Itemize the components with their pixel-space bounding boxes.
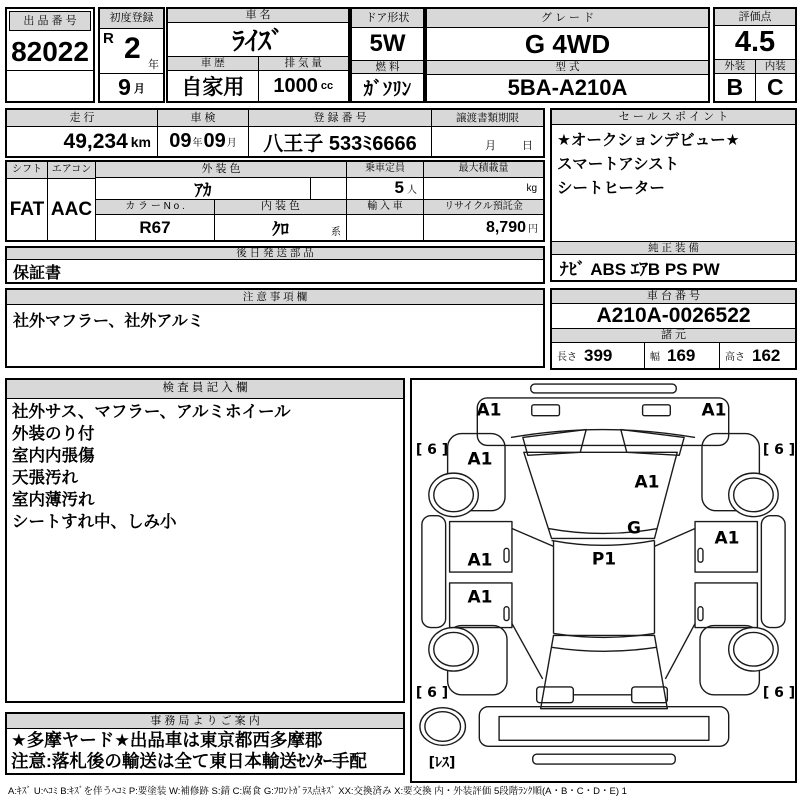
exterior-grade-label: 外装 bbox=[715, 60, 755, 74]
color-no-value: R67 bbox=[96, 215, 215, 240]
score-value: 4.5 bbox=[715, 26, 795, 60]
spec-width-value: 169 bbox=[667, 345, 696, 365]
sales-point-line: シートヒーター bbox=[557, 180, 665, 197]
year-value: 2 bbox=[124, 32, 141, 65]
history-col bbox=[168, 57, 259, 101]
shaken-year-unit: 年 bbox=[192, 138, 203, 149]
payload-label: 最大積載量 bbox=[424, 162, 543, 177]
office-notice-box bbox=[5, 712, 405, 775]
displacement-value-row bbox=[259, 71, 349, 101]
car-diagram bbox=[410, 378, 797, 783]
sales-points-list bbox=[552, 125, 795, 241]
spec-height-cell bbox=[720, 343, 795, 368]
damage-mark-spare-tire: [ﾚｽ] bbox=[428, 755, 456, 771]
transfer-docs-col bbox=[432, 110, 543, 156]
inspector-line: 天張汚れ bbox=[12, 469, 78, 487]
month-unit: 月 bbox=[133, 82, 145, 95]
recycle-value: 8,790 bbox=[485, 218, 526, 236]
capacity-unit: 人 bbox=[407, 184, 417, 196]
import-value bbox=[347, 215, 424, 240]
grade-label: グ レ ー ド bbox=[427, 9, 708, 28]
sales-points-box bbox=[550, 108, 797, 282]
aircon-value: AAC bbox=[50, 198, 93, 220]
damage-mark-tire-front-left: [ 6 ] bbox=[415, 442, 449, 458]
score-label: 評価点 bbox=[715, 9, 795, 26]
interior-grade-value: C bbox=[766, 74, 784, 100]
aircon-col bbox=[48, 162, 96, 240]
first-registration-box bbox=[98, 7, 165, 103]
mileage-value: 49,234 bbox=[63, 129, 128, 153]
door-label: ドア形状 bbox=[352, 9, 423, 28]
sales-points-label: セ ー ル ス ポ イ ン ト bbox=[552, 110, 795, 125]
door-box bbox=[350, 7, 425, 103]
history-label: 車 歴 bbox=[168, 57, 258, 71]
shaken-label: 車 検 bbox=[158, 110, 248, 127]
lot-number-empty bbox=[7, 71, 93, 101]
shaken-month-unit: 月 bbox=[226, 138, 237, 149]
interior-grade-label: 内装 bbox=[756, 60, 796, 74]
displacement-unit: cc bbox=[320, 80, 334, 92]
mileage-label: 走 行 bbox=[7, 110, 157, 127]
car-name-value: ﾗｲｽﾞ bbox=[168, 23, 348, 57]
exterior-grade-value: B bbox=[726, 74, 744, 100]
caution-label: 注 意 事 項 欄 bbox=[7, 290, 543, 305]
registration-number-col bbox=[249, 110, 432, 156]
transfer-month-unit: 月 bbox=[485, 140, 496, 152]
exterior-grade-col bbox=[715, 60, 756, 101]
payload-unit: kg bbox=[526, 182, 537, 194]
recycle-cell bbox=[424, 215, 543, 240]
inspector-line: シートすれ中、しみ小 bbox=[12, 513, 177, 531]
office-notice-lines bbox=[7, 729, 403, 773]
spec-label: 諸 元 bbox=[552, 329, 795, 343]
registration-number-value: 八王子 533ﾐ6666 bbox=[263, 133, 417, 155]
interior-color-label: 内 装 色 bbox=[215, 200, 347, 215]
recycle-label: リサイクル預託金 bbox=[424, 200, 543, 215]
interior-grade-col bbox=[756, 60, 796, 101]
damage-mark-windshield: G bbox=[627, 518, 641, 539]
shift-col bbox=[7, 162, 48, 240]
damage-mark-roof: P1 bbox=[591, 549, 617, 570]
inspector-line: 社外サス、マフラー、アルミホイール bbox=[12, 403, 291, 421]
spec-length-label: 長さ bbox=[557, 352, 577, 363]
inspector-notes bbox=[7, 399, 403, 701]
office-notice-label: 事 務 局 よ り ご 案 内 bbox=[7, 714, 403, 729]
inspector-line: 室内内張傷 bbox=[12, 447, 95, 465]
car-name-box bbox=[166, 7, 350, 103]
first-registration-label: 初度登録 bbox=[100, 9, 163, 29]
fuel-value: ｶﾞｿﾘﾝ bbox=[363, 79, 412, 101]
damage-mark-front-fender-left: A1 bbox=[467, 449, 493, 470]
exterior-color-value: ｱｶ bbox=[96, 178, 311, 199]
month-value: 9 bbox=[118, 74, 131, 100]
displacement-value: 1000 bbox=[273, 74, 318, 97]
damage-mark-hood: A1 bbox=[634, 472, 660, 493]
damage-mark-tire-rear-left: [ 6 ] bbox=[415, 685, 449, 701]
inspector-box bbox=[5, 378, 405, 703]
capacity-cell bbox=[347, 178, 424, 199]
later-parts-label: 後 日 発 送 部 品 bbox=[7, 248, 543, 260]
damage-mark-tire-front-right: [ 6 ] bbox=[762, 442, 796, 458]
spec-width-label: 幅 bbox=[650, 352, 660, 363]
capacity-label: 乗車定員 bbox=[347, 162, 424, 177]
year-unit: 年 bbox=[148, 59, 159, 71]
damage-mark-front-door-left: A1 bbox=[467, 550, 493, 571]
chassis-box bbox=[550, 288, 797, 370]
score-box bbox=[713, 7, 797, 103]
spec-length-cell bbox=[552, 343, 645, 368]
inspector-label: 検 査 員 記 入 欄 bbox=[7, 380, 403, 399]
exterior-color-label: 外 装 色 bbox=[96, 162, 347, 177]
sales-point-line: スマートアシスト bbox=[557, 156, 680, 173]
first-registration-year bbox=[100, 29, 163, 74]
first-registration-month bbox=[100, 74, 163, 101]
inspector-line: 室内薄汚れ bbox=[12, 491, 95, 509]
car-outline-svg bbox=[412, 380, 795, 781]
era-value: R bbox=[103, 30, 114, 47]
sales-point-line: ★オークションデビュー★ bbox=[557, 132, 740, 149]
chassis-value: A210A-0026522 bbox=[552, 304, 795, 329]
spec-height-label: 高さ bbox=[725, 352, 745, 363]
chassis-label: 車 台 番 号 bbox=[552, 290, 795, 304]
damage-mark-tire-rear-right: [ 6 ] bbox=[762, 685, 796, 701]
recycle-unit: 円 bbox=[528, 224, 538, 235]
shift-value: FAT bbox=[9, 198, 45, 220]
shaken-month: 09 bbox=[203, 130, 226, 152]
spec-width-cell bbox=[645, 343, 720, 368]
interior-color-suffix: 系 bbox=[331, 227, 341, 238]
interior-color-value: ｸﾛ bbox=[272, 220, 289, 239]
transfer-docs-label: 譲渡書類期限 bbox=[432, 110, 543, 127]
mileage-unit: km bbox=[130, 133, 151, 150]
office-notice-line: ★多摩ヤード★出品車は東京都西多摩郡 bbox=[11, 730, 323, 750]
fuel-label: 燃 料 bbox=[352, 61, 423, 74]
equipment-value: ﾅﾋﾞ ABS ｴｱB PS PW bbox=[560, 260, 720, 279]
later-parts-box bbox=[5, 246, 545, 284]
office-notice-line: 注意:落札後の輸送は全て東日本輸送ｾﾝﾀｰ手配 bbox=[11, 751, 367, 771]
shaken-year: 09 bbox=[169, 130, 192, 152]
damage-mark-rear-door-left: A1 bbox=[467, 587, 493, 608]
interior-color-cell bbox=[215, 215, 347, 240]
caution-value: 社外マフラー、社外アルミ bbox=[13, 313, 204, 330]
damage-mark-front-bumper-right: A1 bbox=[701, 400, 727, 421]
shaken-col bbox=[158, 110, 249, 156]
mileage-row bbox=[5, 108, 545, 158]
car-name-label: 車 名 bbox=[168, 9, 348, 23]
door-value: 5W bbox=[352, 28, 423, 60]
transfer-day-unit: 日 bbox=[522, 140, 533, 152]
lot-number-box bbox=[5, 7, 95, 103]
equipment-label: 純 正 装 備 bbox=[552, 241, 795, 255]
grade-value: G 4WD bbox=[427, 28, 708, 61]
grade-box bbox=[425, 7, 710, 103]
displacement-label: 排 気 量 bbox=[259, 57, 349, 71]
capacity-value: 5 bbox=[394, 178, 404, 197]
damage-mark-front-door-right: A1 bbox=[714, 528, 740, 549]
lot-number-value: 82022 bbox=[7, 33, 93, 71]
model-value: 5BA-A210A bbox=[507, 75, 628, 100]
inspector-line: 外装のり付 bbox=[12, 425, 95, 443]
mileage-col bbox=[7, 110, 158, 156]
shift-label: シフト bbox=[7, 162, 47, 179]
color-no-label: カ ラ ー N o . bbox=[96, 200, 215, 215]
aircon-label: エアコン bbox=[48, 162, 95, 179]
damage-mark-front-bumper-left: A1 bbox=[476, 400, 502, 421]
later-parts-value: 保証書 bbox=[13, 264, 62, 282]
displacement-col bbox=[259, 57, 349, 101]
caution-box bbox=[5, 288, 545, 368]
model-label: 型 式 bbox=[427, 61, 708, 75]
lot-number-label: 出 品 番 号 bbox=[9, 11, 91, 31]
history-value: 自家用 bbox=[181, 76, 245, 99]
legend-text: A:ｷｽﾞ U:ﾍｺﾐ B:ｷｽﾞを伴うﾍｺﾐ P:要塗装 W:補修跡 S:錆 C:腐食 G:ﾌﾛﾝﾄｶﾞﾗｽ点ｷｽﾞ XX:交換済み X:要交換 内・外装評価 5段階ﾗﾝｸ順(A・B・C・D・E) 1 bbox=[8, 786, 627, 797]
spec-length-value: 399 bbox=[584, 345, 613, 365]
import-label: 輸 入 車 bbox=[347, 200, 424, 215]
spec-height-value: 162 bbox=[752, 345, 781, 365]
color-row bbox=[5, 160, 545, 242]
exterior-color-suffix-cell bbox=[311, 178, 347, 199]
registration-number-label: 登 録 番 号 bbox=[249, 110, 431, 127]
